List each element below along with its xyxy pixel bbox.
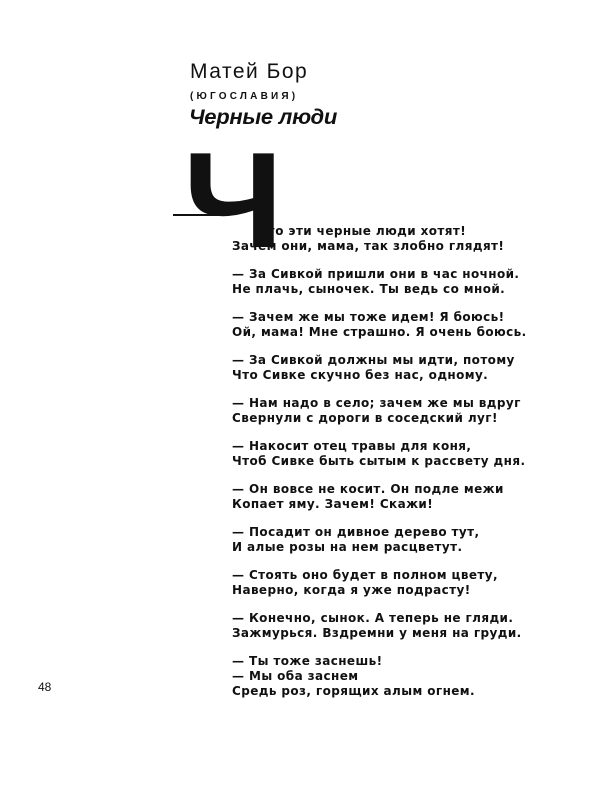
stanza bbox=[232, 267, 562, 297]
stanza bbox=[232, 525, 562, 555]
stanza bbox=[232, 439, 562, 469]
poem-body bbox=[232, 224, 562, 712]
drop-cap: Ч bbox=[183, 124, 284, 276]
poem-line: — За Сивкой должны мы идти, потому bbox=[232, 353, 515, 367]
author-country: (ЮГОСЛАВИЯ) bbox=[190, 91, 299, 102]
poem-line: Копает яму. Зачем! Скажи! bbox=[232, 497, 434, 511]
page-number: 48 bbox=[38, 680, 52, 694]
stanza bbox=[232, 310, 562, 340]
poem-line: Не плачь, сыночек. Ты ведь со мной. bbox=[232, 282, 506, 296]
poem-line: — Он вовсе не косит. Он подле межи bbox=[232, 482, 504, 496]
poem-line: — Нам надо в село; зачем же мы вдруг bbox=[232, 396, 521, 410]
poem-line: — За Сивкой пришли они в час ночной. bbox=[232, 267, 520, 281]
poem-line: Ой, мама! Мне страшно. Я очень боюсь. bbox=[232, 325, 527, 339]
poem-title: Черные люди bbox=[189, 106, 338, 129]
poem-line: Зачем они, мама, так злобно глядят! bbox=[232, 239, 505, 253]
poem-line: Зажмурься. Вздремни у меня на груди. bbox=[232, 626, 522, 640]
poem-line: — Ты тоже заснешь! bbox=[232, 654, 383, 668]
stanza bbox=[232, 568, 562, 598]
poem-line: И алые розы на нем расцветут. bbox=[232, 540, 463, 554]
poem-line: — Мы оба заснем bbox=[232, 669, 359, 683]
poem-line: Что Сивке скучно без нас, одному. bbox=[232, 368, 489, 382]
poem-line: — Накосит отец травы для коня, bbox=[232, 439, 472, 453]
poem-line: — Стоять оно будет в полном цвету, bbox=[232, 568, 498, 582]
stanza bbox=[232, 654, 562, 699]
poem-line: его эти черные люди хотят! bbox=[260, 224, 467, 238]
poem-line: Свернули с дороги в соседский луг! bbox=[232, 411, 498, 425]
stanza bbox=[232, 353, 562, 383]
stanza bbox=[232, 482, 562, 512]
poem-line: Чтоб Сивке быть сытым к рассвету дня. bbox=[232, 454, 526, 468]
poem-line: — Зачем же мы тоже идем! Я боюсь! bbox=[232, 310, 505, 324]
poem-line: Средь роз, горящих алым огнем. bbox=[232, 684, 475, 698]
stanza bbox=[232, 224, 562, 254]
poem-line: — Посадит он дивное дерево тут, bbox=[232, 525, 480, 539]
author-name: Матей Бор bbox=[190, 60, 309, 83]
poem-line: — Конечно, сынок. А теперь не гляди. bbox=[232, 611, 514, 625]
stanza bbox=[232, 611, 562, 641]
stanza bbox=[232, 396, 562, 426]
poem-line: Наверно, когда я уже подрасту! bbox=[232, 583, 471, 597]
